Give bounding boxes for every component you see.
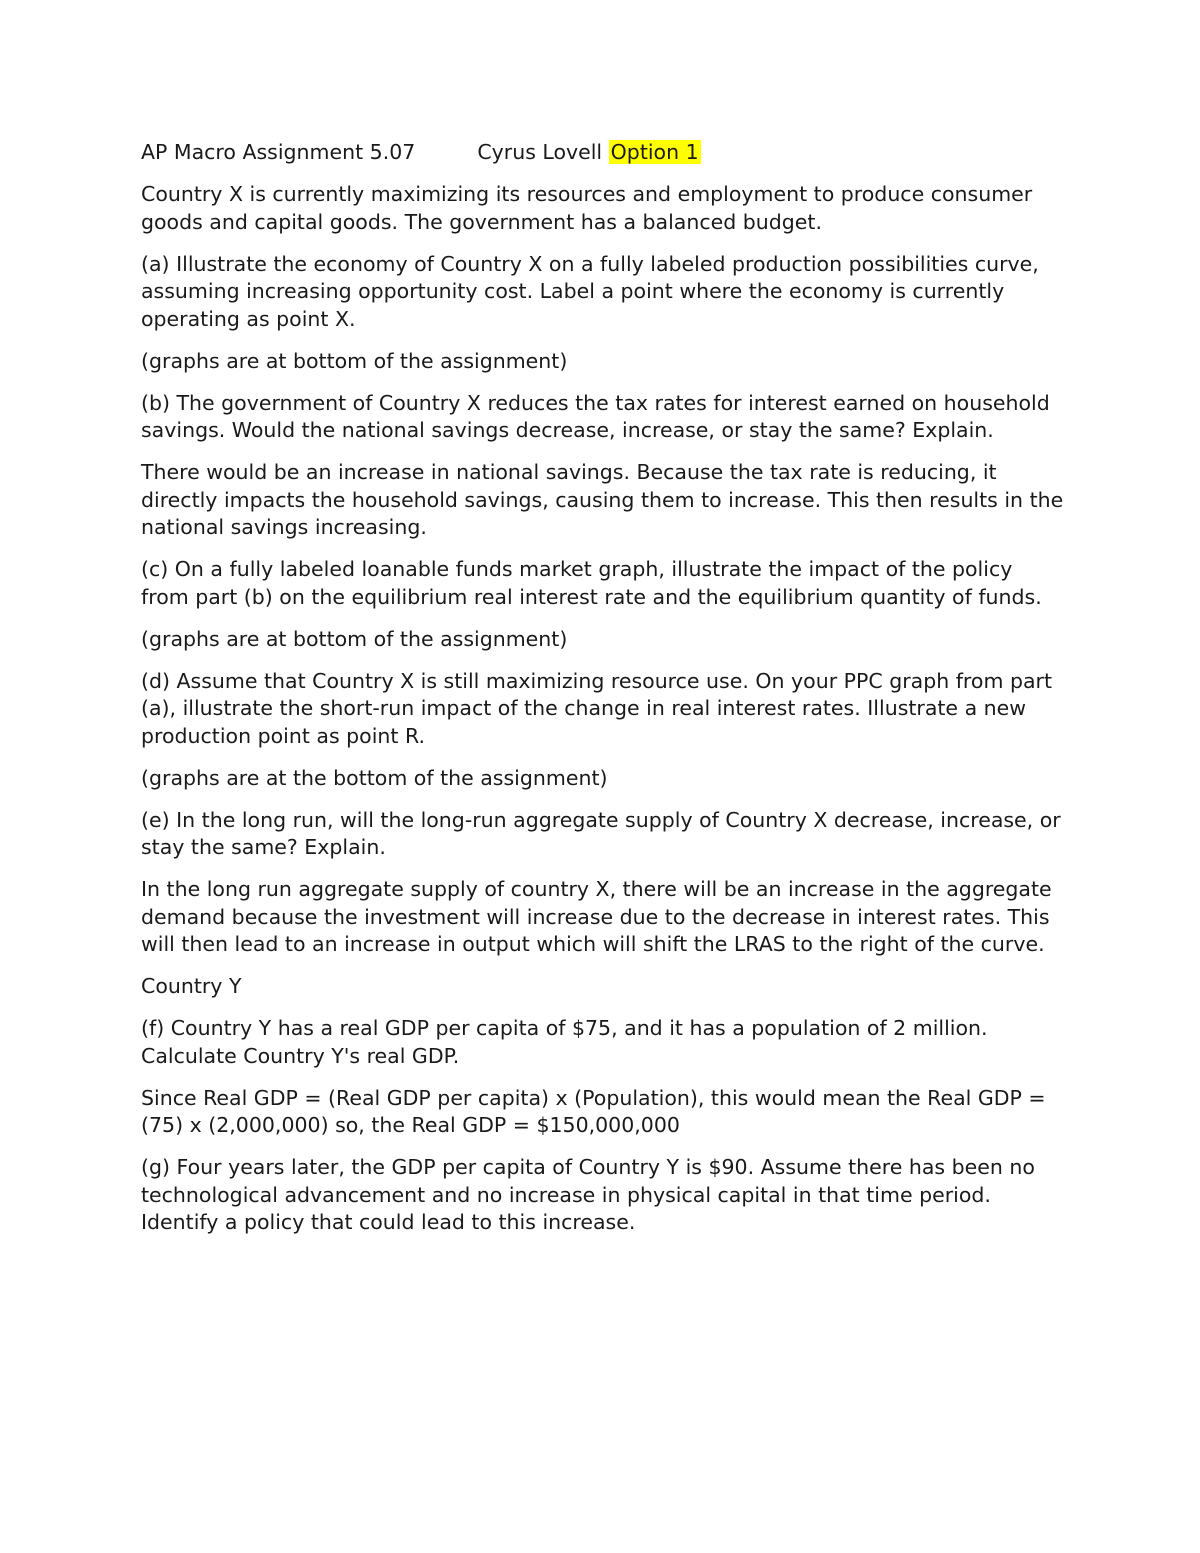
- question-f: (f) Country Y has a real GDP per capita of $75, and it has a population of 2 million. Calculate Country Y's real GDP.: [141, 1016, 988, 1068]
- answer-b: There would be an increase in national savings. Because the tax rate is reducing, it directly impacts the household savings, causing them to increase. This then results in the national savings increasing.: [141, 460, 1064, 539]
- question-a: (a) Illustrate the economy of Country X on a fully labeled production possibilities curve, assuming increasing opportunity cost. Label a point where the economy is currently operating as point X.: [141, 251, 1039, 331]
- answer-e: In the long run aggregate supply of country X, there will be an increase in the aggregate demand because the investment will increase due to the decrease in interest rates. This will then lead to an increase in output which will shift the LRAS to the right of the curve.: [141, 877, 1052, 956]
- graph-note-a: (graphs are at bottom of the assignment): [141, 348, 568, 373]
- assignment-title: AP Macro Assignment 5.07: [141, 140, 416, 164]
- document-header: [141, 139, 1066, 167]
- student-name: Cyrus Lovell: [477, 140, 603, 164]
- document-body: [141, 139, 1066, 1251]
- question-g: (g) Four years later, the GDP per capita of Country Y is $90. Assume there has been no technological advancement and no increase in physical capital in that time period. Identify a policy that could lead to this increase.: [141, 1155, 1035, 1234]
- question-d: (d) Assume that Country X is still maximizing resource use. On your PPC graph from part (a), illustrate the short-run impact of the change in real interest rates. Illustrate a new production point as point R.: [141, 668, 1052, 748]
- graph-note-d: (graphs are at the bottom of the assignment): [141, 765, 608, 790]
- question-c: (c) On a fully labeled loanable funds market graph, illustrate the impact of the policy from part (b) on the equilibrium real interest rate and the equilibrium quantity of funds.: [141, 557, 1042, 609]
- intro-paragraph: Country X is currently maximizing its resources and employment to produce consumer goods and capital goods. The government has a balanced budget.: [141, 182, 1033, 234]
- question-e: (e) In the long run, will the long-run aggregate supply of Country X decrease, increase, or stay the same? Explain.: [141, 807, 1061, 859]
- option-highlight: Option 1: [610, 140, 699, 164]
- section-heading-country-y: Country Y: [141, 974, 242, 998]
- graph-note-c: (graphs are at bottom of the assignment): [141, 626, 568, 651]
- answer-f: Since Real GDP = (Real GDP per capita) x (Population), this would mean the Real GDP = (75) x (2,000,000) so, the Real GDP = $150,000,000: [141, 1085, 1046, 1137]
- question-b: (b) The government of Country X reduces the tax rates for interest earned on household savings. Would the national savings decrease, increase, or stay the same? Explain.: [141, 390, 1050, 442]
